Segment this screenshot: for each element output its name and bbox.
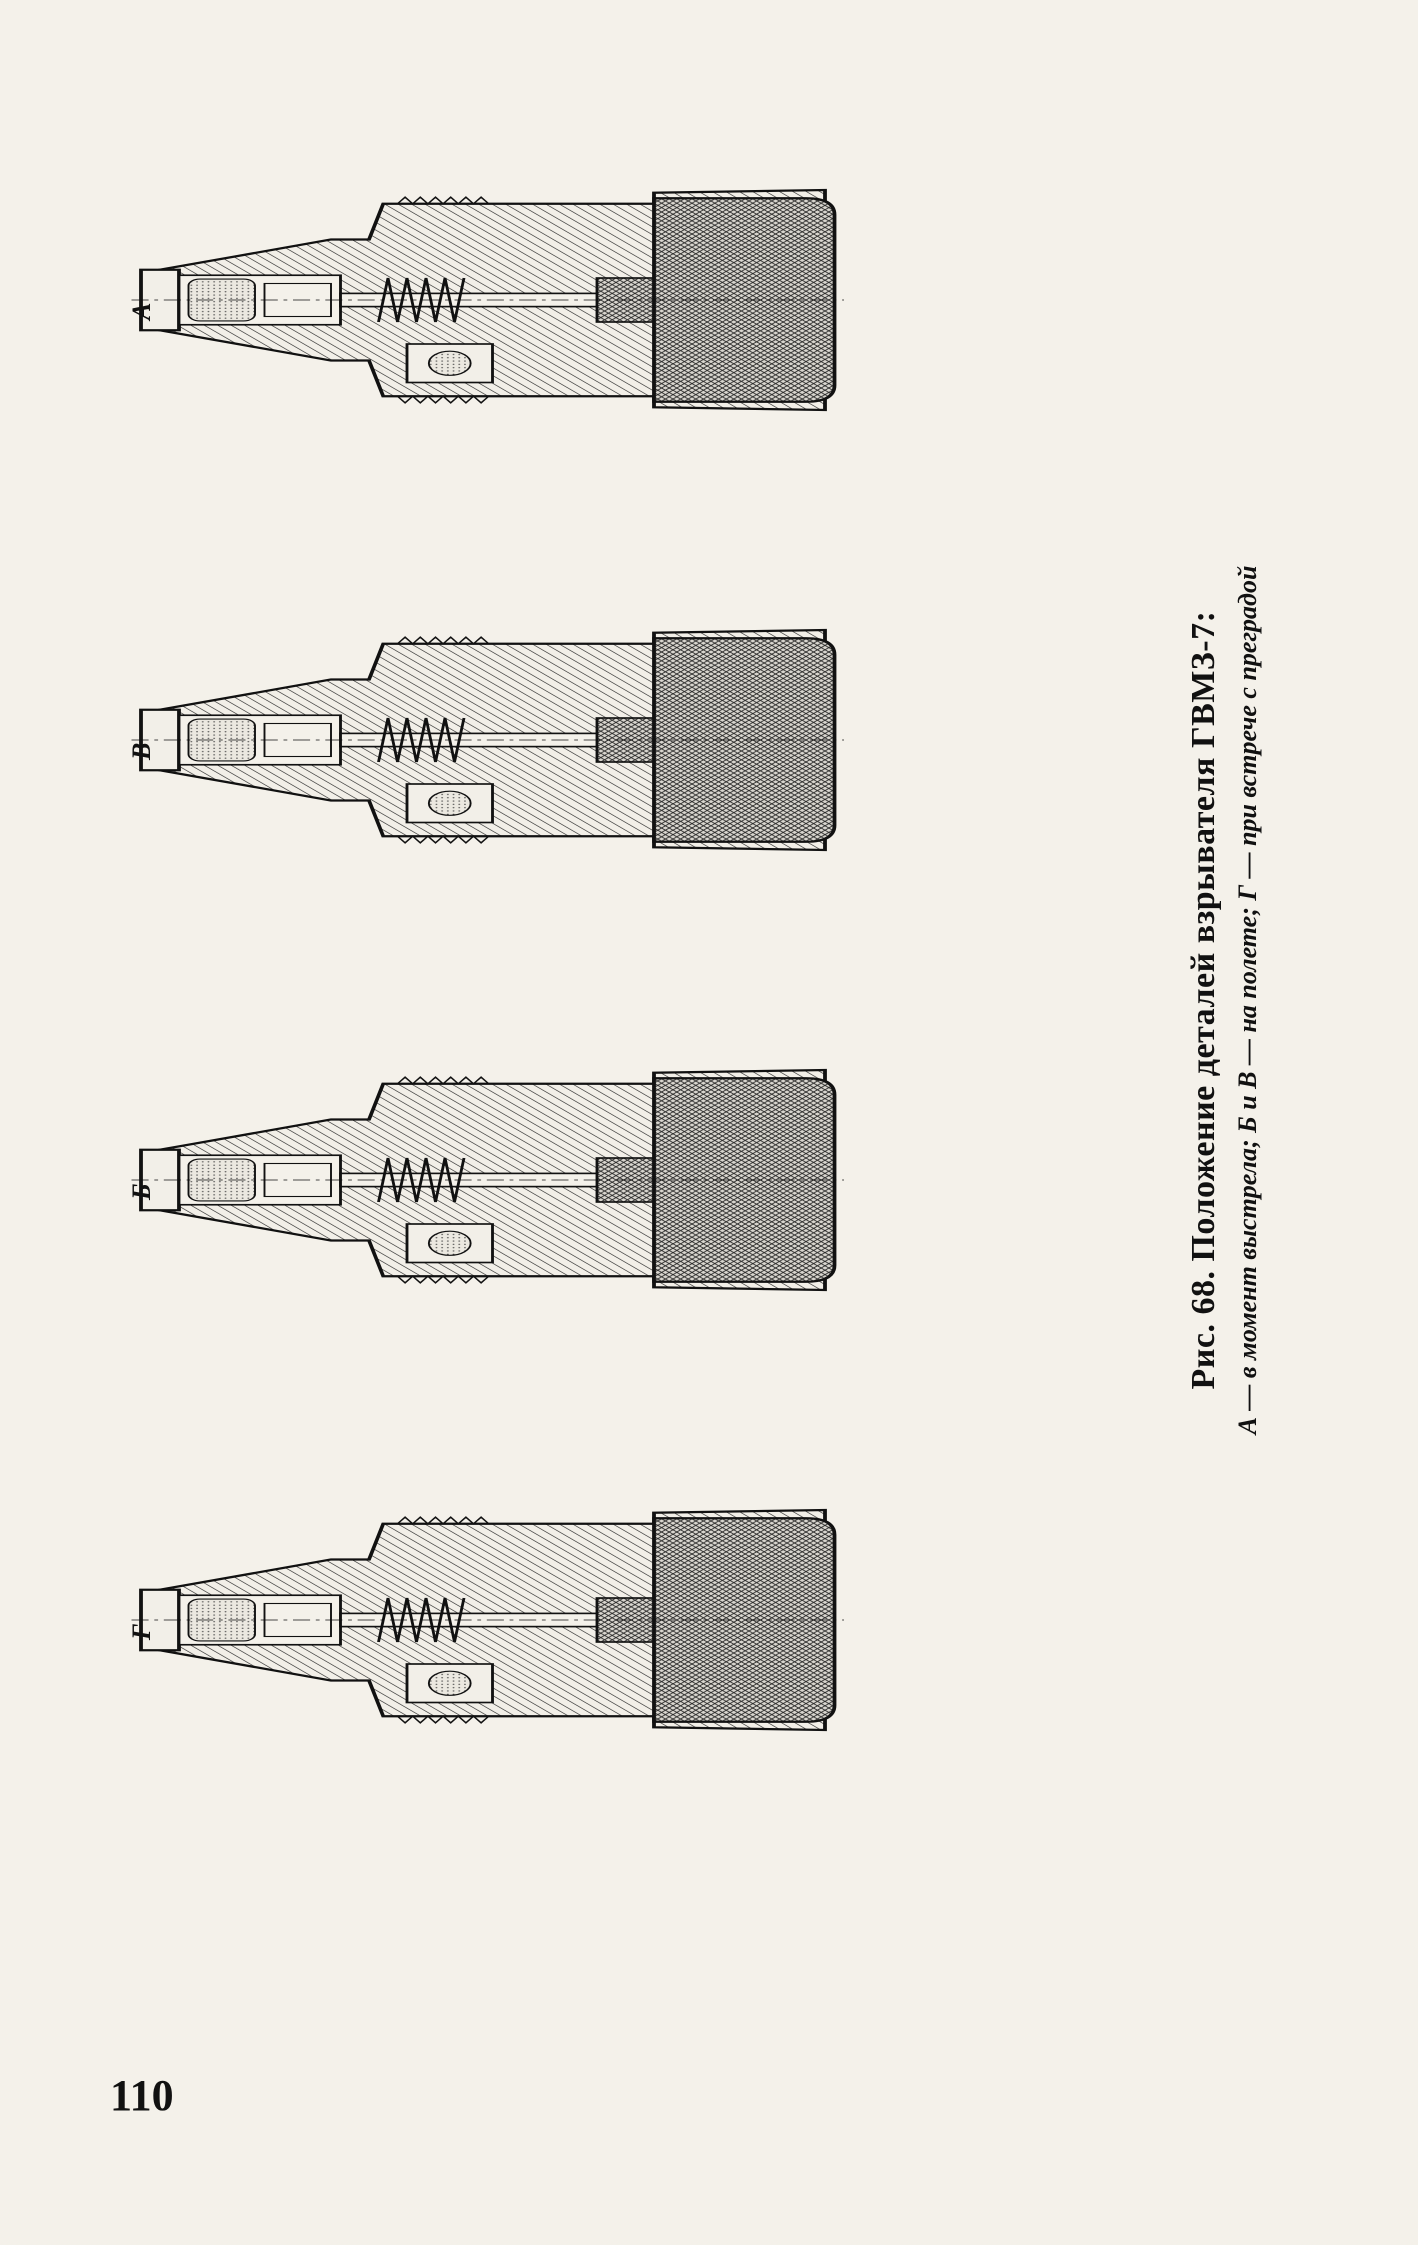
panel-label-g: А: [127, 302, 156, 320]
caption-title: Рис. 68. Положение деталей взрывателя ГВМЗ-7:: [1185, 610, 1222, 1390]
fuze-panel-g: [132, 190, 845, 410]
fuze-panel-b: [132, 1070, 845, 1290]
fuze-panel-v: [132, 630, 845, 850]
page-number: 110: [110, 2071, 174, 2120]
fuze-cross-section-figure: [127, 120, 1200, 2000]
panel-label-a: Г: [127, 1624, 156, 1640]
caption-subtitle: А — в момент выстрела; Б и В — на полете; Г — при встрече с преградой: [1233, 565, 1262, 1435]
panel-label-v: В: [127, 742, 156, 760]
figure-caption: [1185, 400, 1345, 1600]
panel-label-b: Б: [127, 1183, 156, 1200]
fuze-panel-a: [132, 1510, 845, 1730]
